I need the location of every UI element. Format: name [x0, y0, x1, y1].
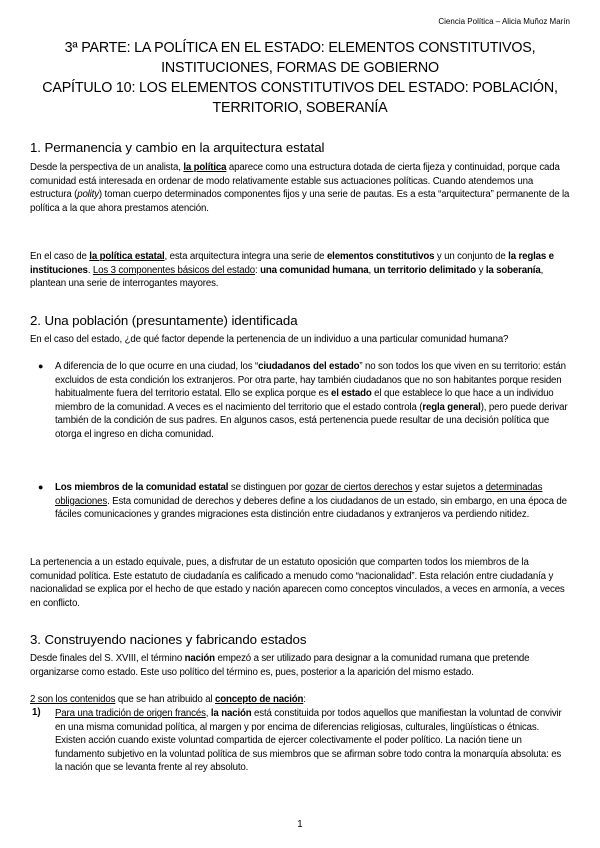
title-line: 3ª PARTE: LA POLÍTICA EN EL ESTADO: ELEMENTOS CONSTITUTIVOS,: [64, 40, 536, 56]
section-2-bullet-1: A diferencia de lo que ocurre en una ciudad, los “ciudadanos del estado” no son todos los que viven en su territorio: están excluidos de esta condición los extranjeros. Por otra parte, hay también ciudadanos que no son habitantes porque residen habitualmente fuera del territorio estatal. Ello se explica porque es el estado el que establece lo que hace a un individuo miembro de la comunidad. A veces es el nacimiento del territorio que el estado controla (regla general), pero puede derivar también de la condición de sus padres. En algunos casos, está pertenencia puede resultar de una decisión política que otorga el ingreso en dicha comunidad.: [55, 361, 568, 440]
section-3-paragraph-2: 2 son los contenidos que se han atribuido al concepto de nación:: [30, 694, 306, 705]
section-2-heading: 2. Una población (presuntamente) identificada: [30, 313, 298, 328]
bullet-icon: ●: [38, 482, 44, 492]
section-2-paragraph: La pertenencia a un estado equivale, pues, a disfrutar de un estatuto oposición que comparten todos los miembros de la comunidad política. Este estatuto de ciudadanía es calificado a menudo como “nacionalidad”. Esta relación entre ciudadanía y nacionalidad se explica por el hecho de que estado y nación aparecen como conceptos vinculados, a veces en armonía, a veces en conflicto.: [30, 557, 565, 609]
bullet-icon: ●: [38, 361, 44, 371]
title-line: TERRITORIO, SOBERANÍA: [212, 100, 388, 116]
section-3-paragraph-1: Desde finales del S. XVIII, el término nación empezó a ser utilizado para designar a la comunidad rumana que pretende organizarse como estado. Este uso político del término es, pues, posterior a la aparición del mismo estado.: [30, 653, 530, 678]
title-line: INSTITUCIONES, FORMAS DE GOBIERNO: [161, 60, 439, 76]
section-3-list-item-1: Para una tradición de origen francés, la nación está constituida por todos aquellos que manifiestan la voluntad de convivir en una misma comunidad política, al margen y por encima de diferencias religiosas, culturales, lingüísticas o étnicas. Existen acción cuando existe voluntad compartida de ejercer colectivamente el poder político. La nación tiene un fundamento subjetivo en la voluntad política de sus miembros que se afirman sobre todo contra la monarquía absoluta: es la nación que se levanta frente al rey absoluto.: [55, 708, 562, 774]
title-line: CAPÍTULO 10: LOS ELEMENTOS CONSTITUTIVOS DEL ESTADO: POBLACIÓN,: [42, 80, 558, 96]
section-1-heading: 1. Permanencia y cambio en la arquitectura estatal: [30, 140, 325, 155]
list-number: 1): [32, 707, 41, 718]
page-header: Ciencia Política – Alicia Muñoz Marín: [438, 17, 570, 26]
section-2-intro: En el caso del estado, ¿de qué factor depende la pertenencia de un individuo a una particular comunidad humana?: [30, 334, 509, 345]
section-1-paragraph-2: En el caso de la política estatal, esta arquitectura integra una serie de elementos constitutivos y un conjunto de la reglas e instituciones. Los 3 componentes básicos del estado: una comunidad humana, un territorio delimitado y la soberanía, plantean una serie de interrogantes mayores.: [30, 251, 554, 290]
page-title: [30, 38, 570, 118]
page-number: 1: [297, 819, 303, 830]
section-1-paragraph-1: Desde la perspectiva de un analista, la política aparece como una estructura dotada de cierta fijeza y continuidad, porque cada comunidad está interesada en ordenar de modo relativamente estable sus actuaciones políticas. Cuando atendemos una estructura (polity) toman cuerpo determinados componentes fijos y una serie de pautas. Es a esta “arquitectura” permanente de la política a la que ahora prestamos atención.: [30, 162, 570, 214]
section-2-bullet-2: Los miembros de la comunidad estatal se distinguen por gozar de ciertos derechos y estar sujetos a determinadas obligaciones. Esta comunidad de derechos y deberes define a los ciudadanos de un estado, sin embargo, en una época de fáciles comunicaciones y grandes migraciones esta distinción entre ciudadanos y extranjeros va perdiendo nitidez.: [55, 482, 567, 521]
section-3-heading: 3. Construyendo naciones y fabricando estados: [30, 632, 307, 647]
